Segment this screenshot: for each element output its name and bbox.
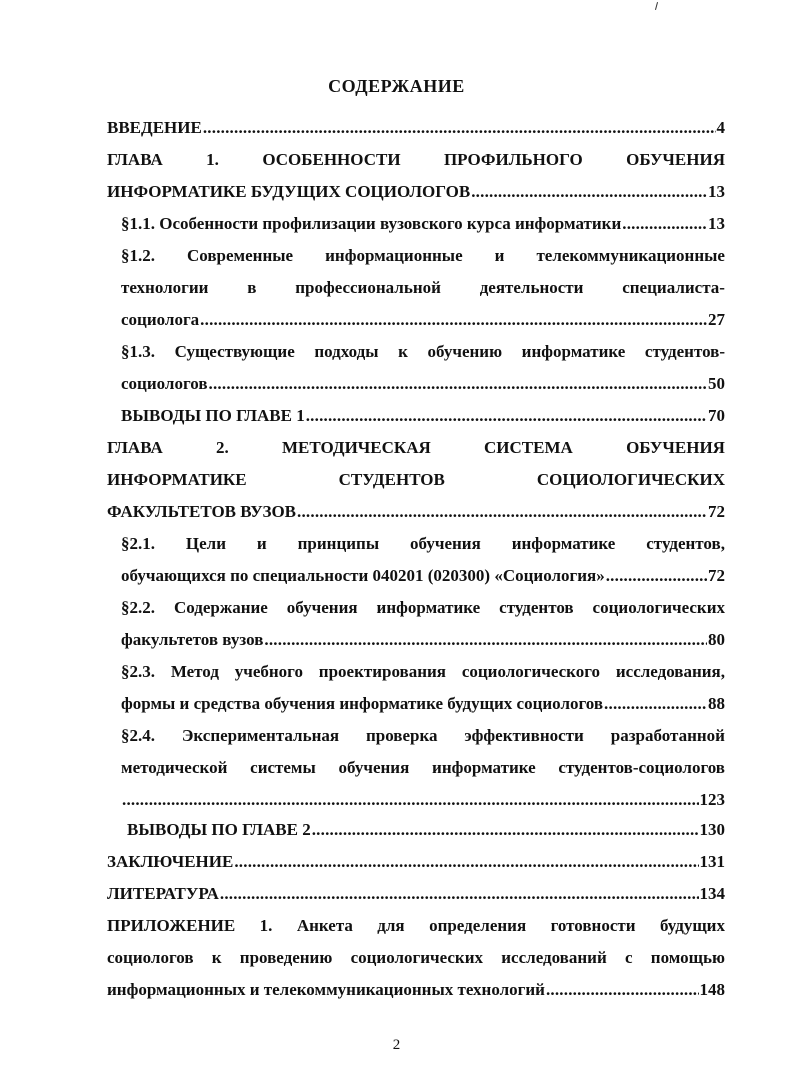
dot-leader xyxy=(203,114,716,142)
toc-page-number: 134 xyxy=(699,884,725,903)
toc-entry-section-2-1-line-2[interactable] xyxy=(121,562,725,590)
word: ОСОБЕННОСТИ xyxy=(262,150,401,169)
word: профессиональной xyxy=(295,278,441,297)
toc-entry-literature[interactable] xyxy=(107,880,725,908)
dot-leader xyxy=(606,562,707,590)
toc-entry-text: ВЫВОДЫ ПО ГЛАВЕ 1 xyxy=(121,406,305,425)
toc-page-number: 72 xyxy=(708,566,725,585)
word: Экспериментальная xyxy=(181,726,340,745)
word: будущих xyxy=(659,916,725,935)
dot-leader xyxy=(604,690,707,718)
word: эффективности xyxy=(464,726,584,745)
dot-leader xyxy=(220,880,699,908)
word: определения xyxy=(429,916,527,935)
toc-entry-text: §2.3. Метод учебного проектирования социологического исследования, xyxy=(121,662,725,681)
dot-leader xyxy=(622,210,707,238)
word: помощью xyxy=(650,948,725,967)
toc-entry-text: §1.3. Существующие подходы к обучению информатике студентов- xyxy=(121,342,725,361)
word: 1. xyxy=(259,916,273,935)
toc-entry-section-1-3-line-2[interactable] xyxy=(121,370,725,398)
word: исследований xyxy=(501,948,607,967)
word: в xyxy=(247,278,257,297)
toc-entry-section-1-2-line-2[interactable] xyxy=(121,274,725,302)
word: §1.2. xyxy=(121,246,155,265)
toc-entry-chapter-1-line-2[interactable] xyxy=(107,178,725,206)
word: 1. xyxy=(206,150,219,169)
toc-entry-text: ВЫВОДЫ ПО ГЛАВЕ 2 xyxy=(127,820,311,839)
toc-page-number: 88 xyxy=(708,694,725,713)
toc-page-number: 123 xyxy=(699,790,725,809)
toc-entry-section-2-3-line-2[interactable] xyxy=(121,690,725,718)
word: социологов xyxy=(107,948,194,967)
toc-entry-text: ЗАКЛЮЧЕНИЕ xyxy=(107,852,234,871)
toc-entry-section-2-1-line-1[interactable] xyxy=(121,530,725,558)
dot-leader xyxy=(209,370,707,398)
word: с xyxy=(625,948,633,967)
toc-entry-text: социолога xyxy=(121,310,200,329)
toc-entry-chapter-2-line-2[interactable] xyxy=(107,466,725,494)
toc-page-number: 70 xyxy=(708,406,725,425)
toc-entry-chapter-1-line-1[interactable] xyxy=(107,146,725,174)
word: проверка xyxy=(365,726,438,745)
toc-page-number: 131 xyxy=(699,852,725,871)
toc-entry-text: ИНФОРМАТИКЕ БУДУЩИХ СОЦИОЛОГОВ xyxy=(107,182,471,201)
word: §2.1. xyxy=(121,534,155,553)
word: МЕТОДИЧЕСКАЯ xyxy=(282,438,431,457)
word: ГЛАВА xyxy=(107,150,163,169)
word: принципы xyxy=(297,534,380,553)
toc-entry-text: ВВЕДЕНИЕ xyxy=(107,118,202,137)
word: информатике xyxy=(511,534,616,553)
toc-entry-section-2-2-line-2[interactable] xyxy=(121,626,725,654)
word: проведению xyxy=(239,948,333,967)
word: 2. xyxy=(216,438,229,457)
dot-leader xyxy=(546,976,699,1004)
word: Цели xyxy=(185,534,227,553)
toc-entry-section-2-3-line-1[interactable] xyxy=(121,658,725,686)
word: Современные xyxy=(187,246,294,265)
toc-entry-text: методической системы обучения информатике студентов-социологов xyxy=(121,758,725,777)
word: к xyxy=(211,948,222,967)
toc-entry-section-1-2-line-1[interactable] xyxy=(121,242,725,270)
dot-leader xyxy=(306,402,707,430)
word: ОБУЧЕНИЯ xyxy=(626,438,725,457)
word: ИНФОРМАТИКЕ xyxy=(107,470,247,489)
dot-leader xyxy=(471,178,707,206)
word: ПРИЛОЖЕНИЕ xyxy=(107,916,236,935)
toc-entry-conclusion[interactable] xyxy=(107,848,725,876)
word: Анкета xyxy=(296,916,353,935)
word: ГЛАВА xyxy=(107,438,163,457)
toc-entry-appendix-1-line-2[interactable] xyxy=(107,944,725,972)
word: телекоммуникационные xyxy=(536,246,725,265)
dot-leader xyxy=(264,626,707,654)
toc-entry-text: §1.1. Особенности профилизации вузовского курса информатики xyxy=(121,214,622,233)
toc-entry-section-1-3-line-1[interactable] xyxy=(121,338,725,366)
word: СТУДЕНТОВ xyxy=(338,470,445,489)
toc-entry-chapter-2-line-3[interactable] xyxy=(107,498,725,526)
toc-entry-section-1-1[interactable] xyxy=(121,210,725,238)
toc-entry-text: формы и средства обучения информатике будущих социологов xyxy=(121,694,604,713)
toc-entry-appendix-1-line-3[interactable] xyxy=(107,976,725,1004)
dot-leader xyxy=(297,498,707,526)
toc-entry-text: ЛИТЕРАТУРА xyxy=(107,884,219,903)
toc-entry-section-2-4-line-2[interactable] xyxy=(121,754,725,782)
word: разработанной xyxy=(610,726,725,745)
toc-entry-chapter-2-line-1[interactable] xyxy=(107,434,725,462)
word: технологии xyxy=(121,278,209,297)
toc-page-number: 72 xyxy=(708,502,725,521)
word: СИСТЕМА xyxy=(484,438,573,457)
toc-entry-text: обучающихся по специальности 040201 (020300) «Социология» xyxy=(121,566,605,585)
toc-entry-appendix-1-line-1[interactable] xyxy=(107,912,725,940)
word: ОБУЧЕНИЯ xyxy=(626,150,725,169)
toc-entry-introduction[interactable] xyxy=(107,114,725,142)
word: обучения xyxy=(410,534,481,553)
word: СОЦИОЛОГИЧЕСКИХ xyxy=(536,470,725,489)
word: деятельности xyxy=(479,278,584,297)
toc-entry-conclusions-chapter-1[interactable] xyxy=(121,402,725,430)
word: ПРОФИЛЬНОГО xyxy=(443,150,583,169)
toc-page-number: 13 xyxy=(708,182,725,201)
page-number: 2 xyxy=(392,1037,401,1053)
word: специалиста- xyxy=(622,278,725,297)
word: готовности xyxy=(550,916,636,935)
word: и xyxy=(494,246,505,265)
toc-page-number: 148 xyxy=(699,980,725,999)
toc-entry-text: факультетов вузов xyxy=(121,630,264,649)
toc-page-number: 50 xyxy=(708,374,725,393)
word: социологических xyxy=(350,948,484,967)
word: студентов, xyxy=(646,534,725,553)
toc-page-number: 4 xyxy=(716,118,725,137)
toc-entry-text: информационных и телекоммуникационных технологий xyxy=(107,980,545,999)
toc-entry-text: социологов xyxy=(121,374,208,393)
word: §2.4. xyxy=(121,726,155,745)
toc-entry-section-2-4-line-1[interactable] xyxy=(121,722,725,750)
word: информационные xyxy=(325,246,463,265)
toc-page-number: 27 xyxy=(708,310,725,329)
dot-leader xyxy=(312,816,699,844)
toc-entry-section-1-2-line-3[interactable] xyxy=(121,306,725,334)
dot-leader xyxy=(122,786,699,814)
toc-entry-section-2-4-line-3[interactable] xyxy=(121,786,725,814)
toc-page-number: 130 xyxy=(699,820,725,839)
toc-entry-text: ФАКУЛЬТЕТОВ ВУЗОВ xyxy=(107,502,297,521)
toc-entry-text: §2.2. Содержание обучения информатике студентов социологических xyxy=(121,598,725,617)
dot-leader xyxy=(200,306,707,334)
toc-page-number: 13 xyxy=(708,214,725,233)
word: для xyxy=(377,916,405,935)
word: и xyxy=(256,534,267,553)
toc-entry-section-2-2-line-1[interactable] xyxy=(121,594,725,622)
toc-title: СОДЕРЖАНИЕ xyxy=(328,76,465,96)
stray-scan-mark xyxy=(655,2,658,10)
toc-entry-conclusions-chapter-2[interactable] xyxy=(127,816,725,844)
toc-page-number: 80 xyxy=(708,630,725,649)
dot-leader xyxy=(234,848,698,876)
